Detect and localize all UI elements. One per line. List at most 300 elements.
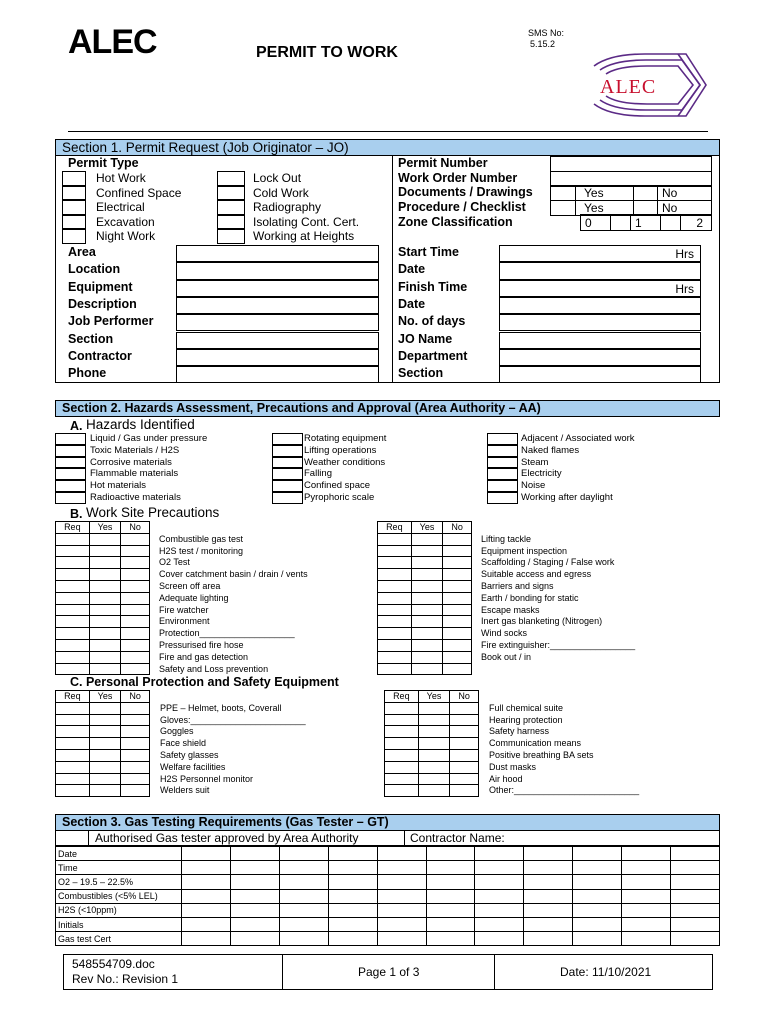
check-cell[interactable] (56, 533, 90, 545)
field-input[interactable] (499, 332, 701, 349)
gas-cell[interactable] (573, 917, 622, 931)
footer-div2 (494, 954, 495, 990)
item-label: PPE – Helmet, boots, Coverall (160, 702, 282, 713)
gas-cell[interactable] (182, 903, 231, 917)
check-cell[interactable] (378, 651, 412, 663)
check-cell[interactable] (56, 714, 90, 726)
check-cell[interactable] (443, 580, 472, 592)
check-cell[interactable] (411, 639, 443, 651)
check-cell[interactable] (56, 773, 90, 785)
check-cell[interactable] (121, 749, 150, 761)
hazard-check[interactable] (487, 457, 518, 469)
hazard-check[interactable] (55, 445, 86, 457)
hazard-check[interactable] (487, 445, 518, 457)
check-cell[interactable] (56, 726, 90, 738)
gas-cell[interactable] (524, 847, 573, 861)
hazard-check[interactable] (487, 480, 518, 492)
gas-cell[interactable] (671, 875, 720, 889)
gas-cell[interactable] (377, 861, 426, 875)
no-header: No (443, 522, 472, 534)
hazard-check[interactable] (487, 433, 518, 445)
check-cell[interactable] (56, 557, 90, 569)
field-input[interactable] (176, 366, 379, 383)
field-input[interactable] (499, 245, 701, 262)
work-order-label: Work Order Number (398, 171, 518, 185)
gas-row-label: H2S (<10ppm) (56, 903, 182, 917)
gas-cell[interactable] (524, 903, 573, 917)
gas-cell[interactable] (475, 861, 524, 875)
gas-cell[interactable] (475, 932, 524, 946)
gas-cell[interactable] (426, 903, 475, 917)
check-cell[interactable] (378, 604, 412, 616)
check-cell[interactable] (56, 702, 90, 714)
check-cell[interactable] (418, 773, 450, 785)
gas-row-label: Time (56, 861, 182, 875)
check-cell[interactable] (411, 663, 443, 675)
zone-2[interactable]: 2 (681, 215, 712, 231)
gas-cell[interactable] (182, 875, 231, 889)
hazard-label: Corrosive materials (90, 456, 172, 468)
field-label: Date (398, 262, 426, 277)
gas-cell[interactable] (328, 889, 377, 903)
gas-cell[interactable] (279, 847, 328, 861)
check-cell[interactable] (443, 663, 472, 675)
check-cell[interactable] (121, 773, 150, 785)
check-cell[interactable] (443, 651, 472, 663)
field-input[interactable] (176, 262, 379, 279)
check-cell[interactable] (89, 785, 121, 797)
check-cell[interactable] (121, 616, 150, 628)
permit-type-check[interactable] (62, 200, 86, 215)
hazard-check[interactable] (55, 480, 86, 492)
footer-div1 (282, 954, 283, 990)
gas-cell[interactable] (524, 861, 573, 875)
company-logo (68, 22, 168, 62)
hazards-title: Hazards Identified (86, 417, 195, 432)
hazard-check[interactable] (272, 433, 303, 445)
field-input[interactable] (176, 332, 379, 349)
gas-cell[interactable] (182, 917, 231, 931)
permit-number-label: Permit Number (398, 156, 488, 170)
check-cell[interactable] (121, 761, 150, 773)
gas-cell[interactable] (279, 861, 328, 875)
check-cell[interactable] (411, 557, 443, 569)
field-label: Start Time (398, 245, 459, 259)
check-cell[interactable] (56, 628, 90, 640)
check-cell[interactable] (121, 651, 150, 663)
gas-cell[interactable] (622, 861, 671, 875)
check-cell[interactable] (378, 545, 412, 557)
req-header: Req (56, 522, 90, 534)
check-cell[interactable] (378, 628, 412, 640)
permit-type-check[interactable] (217, 200, 245, 215)
check-cell[interactable] (121, 738, 150, 750)
proc-yes[interactable]: Yes (576, 201, 634, 216)
check-cell[interactable] (89, 569, 121, 581)
gas-cell[interactable] (377, 875, 426, 889)
check-cell[interactable] (121, 714, 150, 726)
gas-cell[interactable] (426, 861, 475, 875)
item-label: Gloves:_______________________ (160, 714, 306, 725)
docs-no[interactable]: No (658, 186, 712, 201)
check-cell[interactable] (378, 569, 412, 581)
check-cell[interactable] (443, 545, 472, 557)
check-cell[interactable] (418, 749, 450, 761)
hazard-check[interactable] (487, 468, 518, 480)
check-cell[interactable] (121, 557, 150, 569)
field-input[interactable] (499, 314, 701, 331)
field-input[interactable] (176, 314, 379, 331)
hazard-check[interactable] (272, 457, 303, 469)
hazard-label: Weather conditions (304, 456, 386, 468)
check-cell[interactable] (121, 604, 150, 616)
item-label: Escape masks (481, 604, 540, 615)
section2-header: Section 2. Hazards Assessment, Precautions and Approval (Area Authority – AA) (55, 400, 720, 417)
check-cell[interactable] (385, 702, 419, 714)
gas-row-label: Initials (56, 917, 182, 931)
permit-type-label: Radiography (253, 200, 322, 214)
hazard-check[interactable] (272, 492, 303, 504)
check-cell[interactable] (443, 592, 472, 604)
item-label: Barriers and signs (481, 581, 554, 591)
check-cell[interactable] (378, 533, 412, 545)
check-cell[interactable] (443, 557, 472, 569)
gas-cell[interactable] (328, 875, 377, 889)
item-label: Fire and gas detection (159, 651, 249, 662)
check-cell[interactable] (385, 773, 419, 785)
item-label: Protection___________________ (159, 628, 295, 639)
gas-cell[interactable] (377, 889, 426, 903)
check-cell[interactable] (450, 773, 479, 785)
check-cell[interactable] (450, 749, 479, 761)
permit-number-field[interactable] (550, 156, 712, 172)
hazard-check[interactable] (272, 445, 303, 457)
gas-cell[interactable] (328, 903, 377, 917)
check-cell[interactable] (121, 628, 150, 640)
check-cell[interactable] (378, 616, 412, 628)
check-cell[interactable] (385, 749, 419, 761)
field-input[interactable] (499, 280, 701, 297)
docs-yes[interactable]: Yes (576, 186, 634, 201)
gas-cell[interactable] (377, 847, 426, 861)
permit-type-check[interactable] (62, 186, 86, 201)
gas-cell[interactable] (671, 903, 720, 917)
docs-yes-no (550, 185, 712, 216)
check-cell[interactable] (378, 663, 412, 675)
check-cell[interactable] (450, 738, 479, 750)
gas-cell[interactable] (230, 903, 279, 917)
gas-cell[interactable] (426, 875, 475, 889)
check-cell[interactable] (89, 628, 121, 640)
gas-cell[interactable] (279, 917, 328, 931)
gas-cell[interactable] (671, 889, 720, 903)
check-cell[interactable] (89, 749, 121, 761)
check-cell[interactable] (121, 569, 150, 581)
check-cell[interactable] (89, 533, 121, 545)
gas-cell[interactable] (475, 847, 524, 861)
hazard-label: Flammable materials (90, 468, 179, 480)
item-label: Other:_________________________ (489, 785, 640, 796)
gas-cell[interactable] (524, 889, 573, 903)
check-cell[interactable] (89, 580, 121, 592)
check-cell[interactable] (385, 726, 419, 738)
field-label: Finish Time (398, 279, 468, 294)
check-cell[interactable] (450, 726, 479, 738)
check-cell[interactable] (121, 533, 150, 545)
check-cell[interactable] (411, 616, 443, 628)
hazard-check[interactable] (55, 468, 86, 480)
check-cell[interactable] (89, 702, 121, 714)
gas-cell[interactable] (671, 917, 720, 931)
check-cell[interactable] (378, 592, 412, 604)
permit-type-label: Permit Type (68, 156, 139, 170)
gas-cell[interactable] (279, 889, 328, 903)
check-cell[interactable] (56, 663, 90, 675)
hazard-label: Confined space (304, 480, 371, 492)
gas-cell[interactable] (426, 889, 475, 903)
check-cell[interactable] (385, 761, 419, 773)
gas-cell[interactable] (426, 847, 475, 861)
hazard-check[interactable] (55, 433, 86, 445)
precautions-letter: B. (70, 507, 83, 521)
check-cell[interactable] (121, 545, 150, 557)
field-label: JO Name (398, 331, 453, 346)
gas-cell[interactable] (328, 932, 377, 946)
zone-1-box[interactable] (661, 215, 681, 231)
field-input[interactable] (176, 349, 379, 366)
gas-cell[interactable] (622, 889, 671, 903)
gas-cell[interactable] (426, 917, 475, 931)
check-cell[interactable] (385, 714, 419, 726)
gas-cell[interactable] (230, 847, 279, 861)
check-cell[interactable] (450, 761, 479, 773)
gas-cell[interactable] (573, 903, 622, 917)
gas-cell[interactable] (377, 917, 426, 931)
gas-cell[interactable] (475, 875, 524, 889)
gas-cell[interactable] (475, 903, 524, 917)
check-cell[interactable] (443, 533, 472, 545)
gas-cell[interactable] (377, 932, 426, 946)
check-cell[interactable] (443, 639, 472, 651)
gas-cell[interactable] (671, 847, 720, 861)
check-cell[interactable] (121, 663, 150, 675)
gas-cell[interactable] (328, 847, 377, 861)
hrs-unit: Hrs (675, 247, 694, 261)
check-cell[interactable] (411, 651, 443, 663)
field-label: Equipment (68, 279, 133, 294)
gas-cell[interactable] (573, 889, 622, 903)
check-cell[interactable] (418, 714, 450, 726)
proc-check[interactable] (551, 201, 576, 216)
hazard-label: Hot materials (90, 480, 146, 492)
check-cell[interactable] (121, 592, 150, 604)
permit-type-check[interactable] (217, 171, 245, 186)
permit-type-check[interactable] (217, 186, 245, 201)
check-cell[interactable] (121, 580, 150, 592)
check-cell[interactable] (121, 726, 150, 738)
field-input[interactable] (176, 297, 379, 314)
check-cell[interactable] (56, 738, 90, 750)
check-cell[interactable] (378, 639, 412, 651)
check-cell[interactable] (411, 580, 443, 592)
gas-cell[interactable] (230, 917, 279, 931)
gas-cell[interactable] (475, 889, 524, 903)
docs-check[interactable] (551, 186, 576, 201)
check-cell[interactable] (411, 604, 443, 616)
check-cell[interactable] (89, 651, 121, 663)
check-cell[interactable] (89, 738, 121, 750)
check-cell[interactable] (443, 628, 472, 640)
check-cell[interactable] (418, 738, 450, 750)
field-label: Phone (68, 366, 107, 381)
gas-cell[interactable] (182, 932, 231, 946)
hazard-check[interactable] (487, 492, 518, 504)
hazard-check[interactable] (272, 468, 303, 480)
check-cell[interactable] (121, 639, 150, 651)
check-cell[interactable] (443, 616, 472, 628)
check-cell[interactable] (56, 592, 90, 604)
field-input[interactable] (499, 262, 701, 279)
gas-cell[interactable] (328, 861, 377, 875)
gas-cell[interactable] (622, 932, 671, 946)
gas-cell[interactable] (573, 932, 622, 946)
hazard-check[interactable] (55, 492, 86, 504)
gas-cell[interactable] (524, 932, 573, 946)
procedure-label: Procedure / Checklist (398, 200, 526, 214)
gas-cell[interactable] (671, 932, 720, 946)
check-cell[interactable] (450, 702, 479, 714)
proc-no[interactable]: No (658, 201, 712, 216)
gas-cell[interactable] (279, 875, 328, 889)
check-cell[interactable] (443, 604, 472, 616)
check-cell[interactable] (56, 785, 90, 797)
hazards-letter: A. (70, 419, 83, 433)
gas-cell[interactable] (426, 932, 475, 946)
gas-cell[interactable] (573, 847, 622, 861)
item-label: Cover catchment basin / drain / vents (159, 569, 308, 580)
check-cell[interactable] (450, 785, 479, 797)
check-cell[interactable] (56, 639, 90, 651)
check-cell[interactable] (378, 557, 412, 569)
check-cell[interactable] (418, 761, 450, 773)
field-input[interactable] (499, 366, 701, 383)
check-cell[interactable] (418, 702, 450, 714)
field-input[interactable] (176, 245, 379, 262)
check-cell[interactable] (121, 785, 150, 797)
check-cell[interactable] (378, 580, 412, 592)
check-cell[interactable] (89, 557, 121, 569)
gas-cell[interactable] (524, 917, 573, 931)
check-cell[interactable] (385, 785, 419, 797)
check-cell[interactable] (89, 616, 121, 628)
hazard-label: Falling (304, 468, 332, 480)
gas-cell[interactable] (182, 889, 231, 903)
gas-cell[interactable] (573, 875, 622, 889)
check-cell[interactable] (56, 545, 90, 557)
check-cell[interactable] (89, 592, 121, 604)
gas-cell[interactable] (230, 932, 279, 946)
check-cell[interactable] (89, 714, 121, 726)
gas-cell[interactable] (524, 875, 573, 889)
item-label: Hearing protection (489, 714, 563, 725)
field-input[interactable] (499, 349, 701, 366)
check-cell[interactable] (121, 702, 150, 714)
hazard-check[interactable] (55, 457, 86, 469)
check-cell[interactable] (411, 533, 443, 545)
check-cell[interactable] (89, 726, 121, 738)
check-cell[interactable] (56, 651, 90, 663)
check-cell[interactable] (411, 592, 443, 604)
contractor-name-label: Contractor Name: (410, 831, 505, 845)
permit-type-check[interactable] (62, 171, 86, 186)
check-cell[interactable] (89, 773, 121, 785)
gas-cell[interactable] (279, 932, 328, 946)
item-label: Environment (159, 616, 210, 627)
zone-0[interactable]: 0 (581, 215, 611, 231)
zone-0-box[interactable] (611, 215, 631, 231)
check-cell[interactable] (89, 545, 121, 557)
check-cell[interactable] (56, 604, 90, 616)
permit-type-check[interactable] (62, 215, 86, 230)
check-cell[interactable] (443, 569, 472, 581)
item-label: Safety and Loss prevention (159, 663, 269, 674)
gas-cell[interactable] (622, 875, 671, 889)
check-cell[interactable] (56, 761, 90, 773)
check-cell[interactable] (385, 738, 419, 750)
gas-cell[interactable] (182, 861, 231, 875)
gas-cell[interactable] (475, 917, 524, 931)
gas-cell[interactable] (622, 917, 671, 931)
permit-type-check[interactable] (217, 229, 245, 244)
gas-cell[interactable] (622, 903, 671, 917)
check-cell[interactable] (56, 616, 90, 628)
check-cell[interactable] (418, 726, 450, 738)
page-number: Page 1 of 3 (358, 965, 420, 979)
field-input[interactable] (499, 297, 701, 314)
check-cell[interactable] (89, 639, 121, 651)
zone-1[interactable]: 1 (631, 215, 661, 231)
hazard-check[interactable] (272, 480, 303, 492)
item-label: Adequate lighting (159, 592, 229, 603)
check-cell[interactable] (89, 604, 121, 616)
gas-cell[interactable] (328, 917, 377, 931)
check-cell[interactable] (411, 545, 443, 557)
hazard-label: Liquid / Gas under pressure (90, 433, 208, 444)
check-cell[interactable] (411, 569, 443, 581)
permit-type-check[interactable] (62, 229, 86, 244)
gas-cell[interactable] (230, 861, 279, 875)
check-cell[interactable] (56, 749, 90, 761)
gas-cell[interactable] (279, 903, 328, 917)
docs-no-check[interactable] (634, 186, 658, 201)
check-cell[interactable] (418, 785, 450, 797)
check-cell[interactable] (56, 580, 90, 592)
check-cell[interactable] (411, 628, 443, 640)
gas-cell[interactable] (230, 875, 279, 889)
field-input[interactable] (176, 280, 379, 297)
check-cell[interactable] (56, 569, 90, 581)
gas-cell[interactable] (671, 861, 720, 875)
permit-type-check[interactable] (217, 215, 245, 230)
check-cell[interactable] (450, 714, 479, 726)
check-cell[interactable] (89, 663, 121, 675)
gas-cell[interactable] (230, 889, 279, 903)
gas-cell[interactable] (573, 861, 622, 875)
gas-cell[interactable] (622, 847, 671, 861)
gas-cell[interactable] (377, 903, 426, 917)
check-cell[interactable] (89, 761, 121, 773)
gas-cell[interactable] (182, 847, 231, 861)
